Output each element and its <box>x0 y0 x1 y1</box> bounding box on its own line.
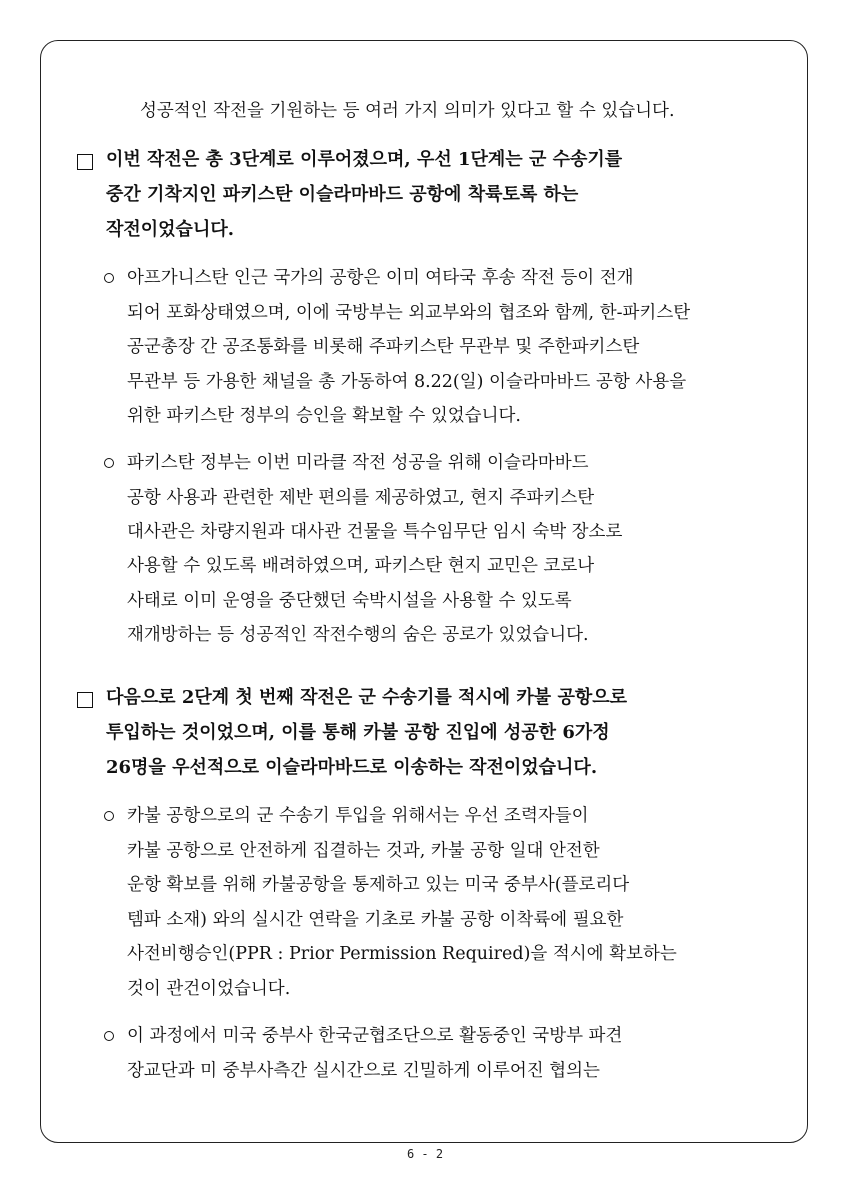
section-heading-line: 작전이었습니다. <box>106 219 234 240</box>
bullet-text-line: 재개방하는 등 성공적인 작전수행의 숨은 공로가 있었습니다. <box>127 625 589 645</box>
bullet-text-line: 카불 공항으로 안전하게 집결하는 것과, 카불 공항 일대 안전한 <box>127 841 600 861</box>
section-heading-line: 중간 기착지인 파키스탄 이슬라마바드 공항에 착륙토록 하는 <box>106 184 579 205</box>
bullet-text-line: 공항 사용과 관련한 제반 편의를 제공하였고, 현지 주파키스탄 <box>127 488 595 508</box>
section-checkbox <box>77 692 93 708</box>
section-checkbox <box>77 154 93 170</box>
bullet-text-line: 이 과정에서 미국 중부사 한국군협조단으로 활동중인 국방부 파견 <box>127 1026 623 1046</box>
bullet-text-line: 사전비행승인(PPR : Prior Permission Required)을 적시에 확보하는 <box>127 944 677 964</box>
bullet-text-line: 대사관은 차량지원과 대사관 건물을 특수임무단 임시 숙박 장소로 <box>127 522 623 542</box>
page-number: 6 - 2 <box>406 1147 444 1161</box>
bullet-text-line: 공군총장 간 공조통화를 비롯해 주파키스탄 무관부 및 주한파키스탄 <box>127 337 640 357</box>
bullet-text-line: 사태로 이미 운영을 중단했던 숙박시설을 사용할 수 있도록 <box>127 591 572 611</box>
bullet-text-line: 것이 관건이었습니다. <box>127 979 291 999</box>
bullet-text-line: 파키스탄 정부는 이번 미라클 작전 성공을 위해 이슬라마바드 <box>127 453 589 473</box>
bullet-marker <box>104 458 114 468</box>
bullet-text-line: 장교단과 미 중부사측간 실시간으로 긴밀하게 이루어진 협의는 <box>127 1061 600 1081</box>
bullet-text-line: 아프가니스탄 인근 국가의 공항은 이미 여타국 후송 작전 등이 전개 <box>127 268 634 288</box>
bullet-marker <box>104 811 114 821</box>
bullet-text-line: 템파 소재) 와의 실시간 연락을 기초로 카불 공항 이착륙에 필요한 <box>127 910 624 930</box>
bullet-text-line: 되어 포화상태였으며, 이에 국방부는 외교부와의 협조와 함께, 한-파키스탄 <box>127 303 691 323</box>
section-heading-line: 이번 작전은 총 3단계로 이루어졌으며, 우선 1단계는 군 수송기를 <box>106 149 623 170</box>
bullet-marker <box>104 1031 114 1041</box>
continuation-text: 성공적인 작전을 기원하는 등 여러 가지 의미가 있다고 할 수 있습니다. <box>140 101 675 121</box>
bullet-text-line: 위한 파키스탄 정부의 승인을 확보할 수 있었습니다. <box>127 406 521 426</box>
section-heading-line: 26명을 우선적으로 이슬라마바드로 이송하는 작전이었습니다. <box>106 757 598 778</box>
bullet-text-line: 무관부 등 가용한 채널을 총 가동하여 8.22(일) 이슬라마바드 공항 사용을 <box>127 372 687 392</box>
section-heading-line: 다음으로 2단계 첫 번째 작전은 군 수송기를 적시에 카불 공항으로 <box>106 687 628 708</box>
bullet-text-line: 카불 공항으로의 군 수송기 투입을 위해서는 우선 조력자들이 <box>127 806 589 826</box>
bullet-text-line: 운항 확보를 위해 카불공항을 통제하고 있는 미국 중부사(플로리다 <box>127 875 630 895</box>
bullet-marker <box>104 273 114 283</box>
bullet-text-line: 사용할 수 있도록 배려하였으며, 파키스탄 현지 교민은 코로나 <box>127 556 595 576</box>
section-heading-line: 투입하는 것이었으며, 이를 통해 카불 공항 진입에 성공한 6가정 <box>106 722 610 743</box>
